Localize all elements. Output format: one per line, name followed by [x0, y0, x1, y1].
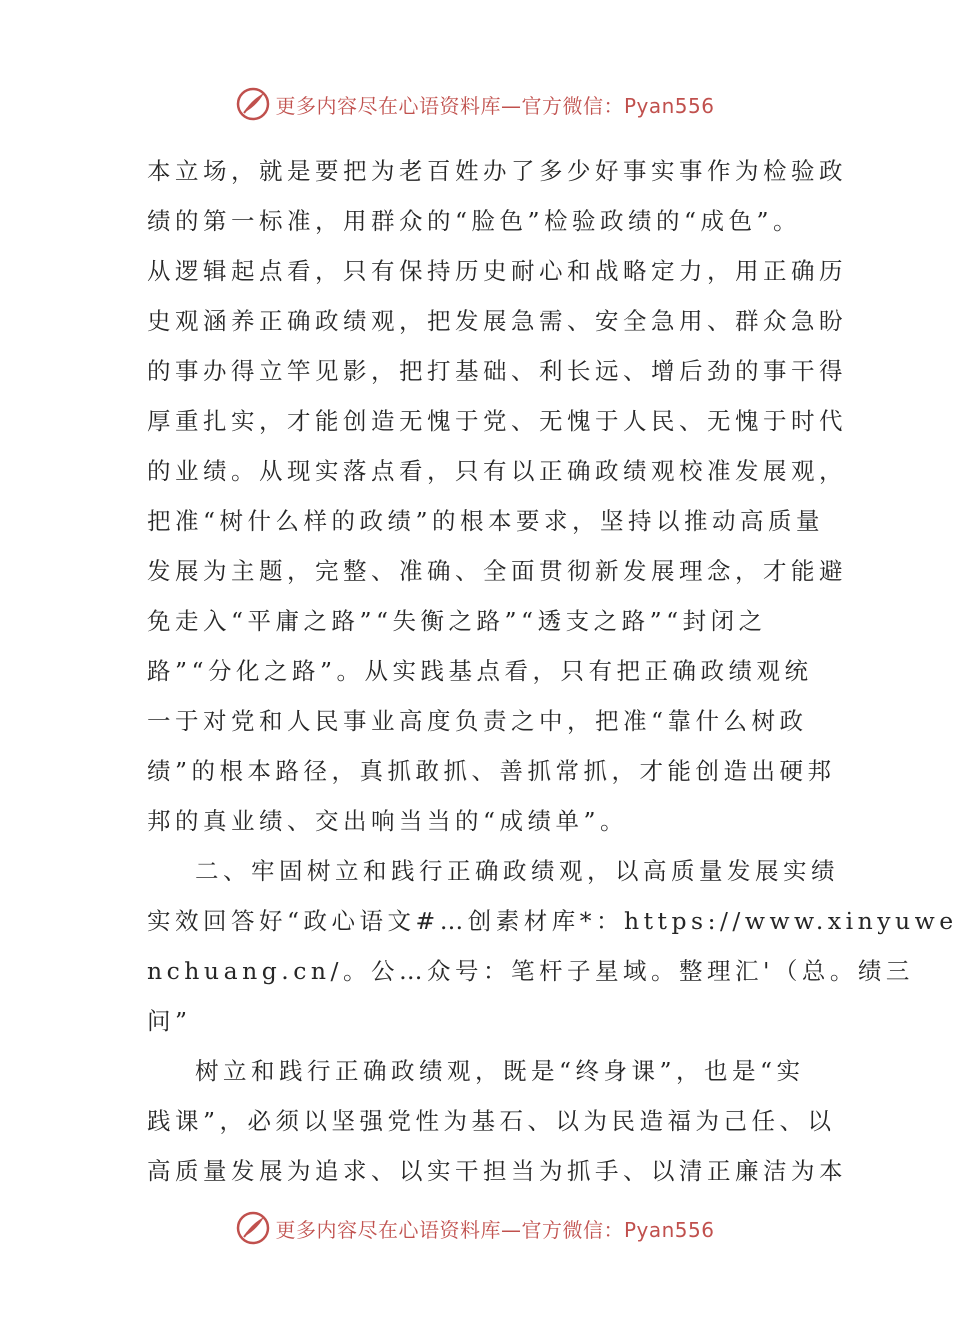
body-line: 一于对党和人民事业高度负责之中，把准“靠什么树政 — [147, 707, 808, 735]
body-line: nchuang.cn/。公…众号：笔杆子星域。整理汇'（总。绩三 — [147, 957, 914, 985]
body-line: 绩”的根本路径，真抓敢抓、善抓常抓，才能创造出硬邦 — [147, 757, 836, 785]
section-heading-line: 二、牢固树立和践行正确政绩观，以高质量发展实绩 — [195, 857, 839, 885]
footer-banner-text: 更多内容尽在心语资料库—官方微信：Pyan556 — [275, 1217, 715, 1242]
body-line: 实效回答好“政心语文#…创素材库*：https://www.xinyuwe — [147, 907, 958, 935]
body-line: 路”“分化之路”。从实践基点看，只有把正确政绩观统 — [147, 657, 813, 685]
body-line: 本立场，就是要把为老百姓办了多少好事实事作为检验政 — [147, 157, 847, 185]
body-line: 免走入“平庸之路”“失衡之路”“透支之路”“封闭之 — [147, 607, 767, 635]
header-banner-text: 更多内容尽在心语资料库—官方微信：Pyan556 — [275, 93, 715, 118]
quill-pen-icon — [235, 1210, 271, 1246]
body-line: 践课”，必须以坚强党性为基石、以为民造福为己任、以 — [147, 1107, 836, 1135]
document-body — [147, 146, 958, 1196]
body-line: 绩的第一标准，用群众的“脸色”检验政绩的“成色”。 — [147, 207, 802, 235]
quill-pen-icon — [235, 86, 271, 122]
body-line: 的业绩。从现实落点看，只有以正确政绩观校准发展观， — [147, 457, 847, 485]
body-line: 的事办得立竿见影，把打基础、利长远、增后劲的事干得 — [147, 357, 847, 385]
body-line: 从逻辑起点看，只有保持历史耐心和战略定力，用正确历 — [147, 257, 847, 285]
body-line: 高质量发展为追求、以实干担当为抓手、以清正廉洁为本 — [147, 1157, 847, 1185]
paragraph-first-line: 树立和践行正确政绩观，既是“终身课”，也是“实 — [195, 1057, 805, 1085]
body-line: 邦的真业绩、交出响当当的“成绩单”。 — [147, 807, 629, 835]
body-line: 把准“树什么样的政绩”的根本要求，坚持以推动高质量 — [147, 507, 825, 535]
body-line: 问” — [147, 1007, 192, 1035]
header-banner — [0, 84, 950, 124]
body-line: 发展为主题，完整、准确、全面贯彻新发展理念，才能避 — [147, 557, 847, 585]
body-line: 厚重扎实，才能创造无愧于党、无愧于人民、无愧于时代 — [147, 407, 847, 435]
footer-banner — [0, 1208, 950, 1248]
body-line: 史观涵养正确政绩观，把发展急需、安全急用、群众急盼 — [147, 307, 847, 335]
